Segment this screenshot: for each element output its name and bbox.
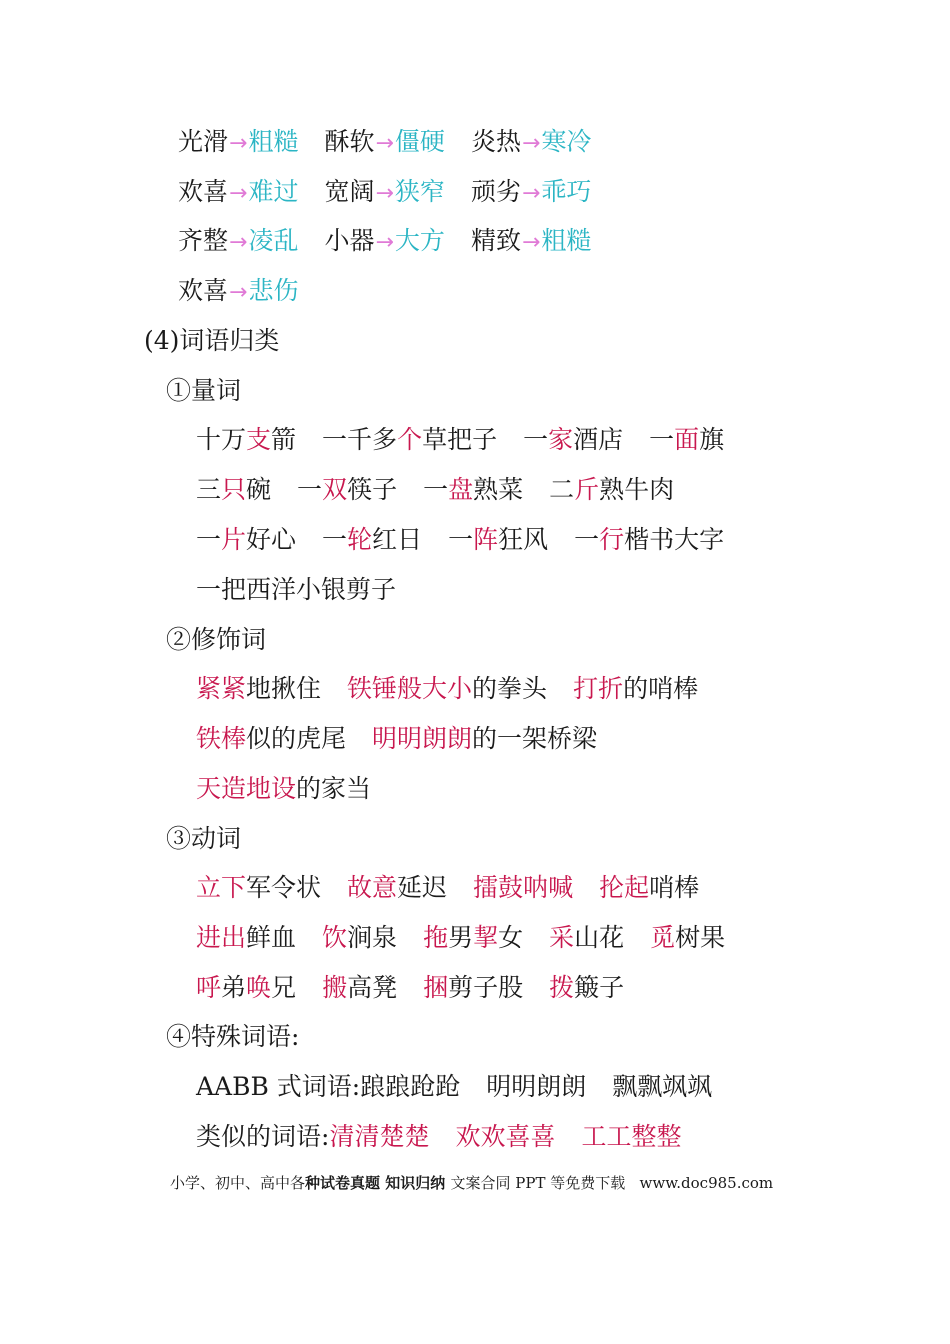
antonym-pair bbox=[471, 176, 591, 210]
verb-object: 女 bbox=[498, 923, 524, 952]
verb-word: 搬 bbox=[322, 973, 348, 1002]
verb-item bbox=[347, 872, 447, 904]
similar-label: 类似的词语: bbox=[196, 1122, 330, 1151]
measure-row-1 bbox=[196, 424, 750, 456]
measure-prefix: 一 bbox=[448, 525, 474, 554]
measure-prefix: 二 bbox=[549, 475, 575, 504]
aabb-word: 飘飘飒飒 bbox=[612, 1072, 713, 1101]
verb-row-2 bbox=[196, 922, 751, 954]
measure-item bbox=[322, 524, 422, 556]
verb-word: 擂鼓呐喊 bbox=[473, 873, 574, 902]
verb-object: 剪子股 bbox=[448, 973, 524, 1002]
aabb-label: AABB 式词语: bbox=[196, 1072, 361, 1101]
modifier-word: 紧紧 bbox=[196, 674, 247, 703]
modifier-word: 铁锤般大小 bbox=[347, 674, 473, 703]
antonym-row-2 bbox=[178, 176, 617, 210]
antonym-answer: 狭窄 bbox=[394, 177, 445, 206]
measure-item bbox=[196, 424, 296, 456]
verb-word: 捆 bbox=[423, 973, 449, 1002]
verb-object: 兄 bbox=[271, 973, 297, 1002]
verb-word: 唤 bbox=[246, 973, 272, 1002]
verb-object: 簸子 bbox=[574, 973, 625, 1002]
verb-word: 饮 bbox=[322, 923, 348, 952]
antonym-pair bbox=[471, 126, 591, 160]
measure-prefix: 一 bbox=[297, 475, 323, 504]
measure-noun: 熟牛肉 bbox=[599, 475, 675, 504]
measure-item bbox=[297, 474, 397, 506]
measure-prefix: 一 bbox=[423, 475, 449, 504]
measure-noun: 筷子 bbox=[347, 475, 398, 504]
verb-word: 觅 bbox=[650, 923, 676, 952]
antonym-pair bbox=[178, 275, 298, 309]
antonym-answer: 大方 bbox=[394, 226, 445, 255]
measure-word: 斤 bbox=[574, 475, 600, 504]
measure-noun: 好心 bbox=[246, 525, 297, 554]
measure-noun: 红日 bbox=[372, 525, 423, 554]
aabb-word: 踉踉跄跄 bbox=[360, 1072, 461, 1101]
measure-item bbox=[196, 474, 271, 506]
measure-prefix: 一 bbox=[322, 525, 348, 554]
measure-item bbox=[649, 424, 724, 456]
arrow-icon: → bbox=[229, 131, 248, 156]
verb-object: 树果 bbox=[675, 923, 726, 952]
modifier-item bbox=[573, 673, 698, 705]
measure-word: 阵 bbox=[473, 525, 499, 554]
antonym-row-1 bbox=[178, 126, 617, 160]
antonym-pair bbox=[178, 126, 298, 160]
antonym-answer: 悲伤 bbox=[248, 276, 299, 305]
arrow-icon: → bbox=[521, 230, 541, 255]
verb-object: 涧泉 bbox=[347, 923, 398, 952]
antonym-pair bbox=[324, 126, 444, 160]
measure-word: 面 bbox=[674, 425, 700, 454]
verb-object: 军令状 bbox=[246, 873, 322, 902]
measure-word: 双 bbox=[322, 475, 348, 504]
verb-word: 故意 bbox=[347, 873, 398, 902]
antonym-row-4 bbox=[178, 275, 324, 309]
verb-object: 山花 bbox=[574, 923, 625, 952]
measure-word: 家 bbox=[548, 425, 574, 454]
similar-word: 清清楚楚 bbox=[329, 1122, 430, 1151]
measure-word: 个 bbox=[397, 425, 423, 454]
antonym-answer: 粗糙 bbox=[248, 127, 299, 156]
antonym-pair bbox=[178, 225, 298, 259]
modifier-rest: 的拳头 bbox=[472, 674, 548, 703]
modifier-item bbox=[372, 723, 597, 755]
measure-prefix: 一 bbox=[196, 525, 222, 554]
measure-item bbox=[423, 474, 523, 506]
verb-item bbox=[196, 872, 321, 904]
measure-noun: 草把子 bbox=[422, 425, 498, 454]
measure-noun: 酒店 bbox=[573, 425, 624, 454]
verb-object: 弟 bbox=[221, 973, 247, 1002]
measure-item bbox=[549, 474, 674, 506]
antonym-pair bbox=[178, 176, 298, 210]
modifier-item bbox=[196, 723, 346, 755]
verb-object: 男 bbox=[448, 923, 474, 952]
antonym-word: 顽劣 bbox=[470, 177, 521, 206]
measure-heading: ①量词 bbox=[166, 376, 242, 405]
measure-noun: 碗 bbox=[246, 475, 272, 504]
measure-noun: 旗 bbox=[699, 425, 725, 454]
verb-item bbox=[549, 972, 624, 1004]
modifier-word: 打折 bbox=[573, 674, 624, 703]
aabb-word: 明明朗朗 bbox=[486, 1072, 587, 1101]
arrow-icon: → bbox=[375, 131, 394, 156]
measure-noun: 楷书大字 bbox=[624, 525, 725, 554]
antonym-word: 酥软 bbox=[324, 127, 375, 156]
aabb-row bbox=[196, 1071, 738, 1103]
modifier-rest: 的家当 bbox=[296, 774, 372, 803]
modifier-item bbox=[347, 673, 547, 705]
measure-prefix: 一千多 bbox=[322, 425, 398, 454]
verb-word: 拨 bbox=[549, 973, 575, 1002]
antonym-word: 小器 bbox=[324, 226, 375, 255]
measure-item bbox=[574, 524, 724, 556]
measure-item bbox=[523, 424, 623, 456]
arrow-icon: → bbox=[229, 181, 248, 206]
modifier-word: 明明朗朗 bbox=[372, 724, 473, 753]
measure-word: 片 bbox=[221, 525, 247, 554]
measure-row-4 bbox=[196, 574, 422, 606]
measure-word: 只 bbox=[221, 475, 247, 504]
antonym-pair bbox=[471, 225, 591, 259]
modifier-rest: 的哨棒 bbox=[623, 674, 699, 703]
footer-text-b: 种试卷真题 bbox=[305, 1174, 381, 1192]
modifier-row-2 bbox=[196, 723, 623, 755]
antonym-word: 宽阔 bbox=[324, 177, 375, 206]
arrow-icon: → bbox=[229, 280, 248, 305]
measure-item bbox=[196, 574, 396, 606]
antonym-word: 齐整 bbox=[178, 226, 229, 255]
antonym-word: 欢喜 bbox=[178, 276, 229, 305]
modifier-row-1 bbox=[196, 673, 724, 705]
section-title: (4)词语归类 bbox=[144, 326, 280, 355]
verb-word: 立下 bbox=[196, 873, 247, 902]
measure-item bbox=[196, 524, 296, 556]
verb-item bbox=[599, 872, 699, 904]
verb-object: 哨棒 bbox=[649, 873, 700, 902]
antonym-answer: 难过 bbox=[248, 177, 299, 206]
antonym-word: 精致 bbox=[470, 226, 521, 255]
footer-text-c: 知识归纳 bbox=[380, 1174, 451, 1192]
modifier-rest: 地揪住 bbox=[246, 674, 322, 703]
verb-item bbox=[322, 922, 397, 954]
arrow-icon: → bbox=[521, 131, 541, 156]
arrow-icon: → bbox=[375, 230, 394, 255]
antonym-pair bbox=[324, 176, 444, 210]
measure-row-3 bbox=[196, 524, 750, 556]
similar-word: 欢欢喜喜 bbox=[455, 1122, 556, 1151]
verb-heading: ③动词 bbox=[166, 824, 242, 853]
modifier-rest: 似的虎尾 bbox=[246, 724, 347, 753]
antonym-word: 欢喜 bbox=[178, 177, 229, 206]
footer bbox=[170, 1172, 773, 1194]
modifier-word: 天造地设 bbox=[196, 774, 297, 803]
measure-word: 支 bbox=[246, 425, 272, 454]
measure-word: 轮 bbox=[347, 525, 373, 554]
footer-text-a: 小学、初中、高中各 bbox=[170, 1174, 306, 1192]
antonym-pair bbox=[324, 225, 444, 259]
verb-word: 挈 bbox=[473, 923, 499, 952]
antonym-answer: 寒冷 bbox=[541, 127, 592, 156]
measure-item bbox=[448, 524, 548, 556]
special-heading: ④特殊词语: bbox=[166, 1022, 300, 1051]
verb-row-1 bbox=[196, 872, 725, 904]
verb-item bbox=[650, 922, 725, 954]
verb-item bbox=[473, 872, 573, 904]
verb-item bbox=[423, 922, 523, 954]
verb-word: 抡起 bbox=[599, 873, 650, 902]
verb-object: 高凳 bbox=[347, 973, 398, 1002]
measure-noun: 熟菜 bbox=[473, 475, 524, 504]
antonym-answer: 乖巧 bbox=[541, 177, 592, 206]
antonym-answer: 粗糙 bbox=[541, 226, 592, 255]
arrow-icon: → bbox=[375, 181, 394, 206]
verb-item bbox=[322, 972, 397, 1004]
measure-row-2 bbox=[196, 474, 700, 506]
verb-word: 拖 bbox=[423, 923, 449, 952]
measure-prefix: 一 bbox=[649, 425, 675, 454]
verb-item bbox=[549, 922, 624, 954]
verb-item bbox=[196, 972, 296, 1004]
modifier-word: 铁棒 bbox=[196, 724, 247, 753]
antonym-answer: 僵硬 bbox=[394, 127, 445, 156]
measure-prefix: 十万 bbox=[196, 425, 247, 454]
verb-word: 采 bbox=[549, 923, 575, 952]
verb-object: 延迟 bbox=[397, 873, 448, 902]
antonym-row-3 bbox=[178, 225, 617, 259]
measure-noun: 狂风 bbox=[498, 525, 549, 554]
similar-row bbox=[196, 1121, 707, 1153]
measure-prefix: 三 bbox=[196, 475, 222, 504]
footer-url: www.doc985.com bbox=[639, 1174, 774, 1192]
antonym-word: 光滑 bbox=[178, 127, 229, 156]
verb-item bbox=[423, 972, 523, 1004]
verb-object: 鲜血 bbox=[246, 923, 297, 952]
measure-word: 行 bbox=[599, 525, 625, 554]
footer-text-d: 文案合同 PPT 等免费下载 bbox=[450, 1174, 626, 1192]
verb-word: 进出 bbox=[196, 923, 247, 952]
antonym-word: 炎热 bbox=[470, 127, 521, 156]
measure-prefix: 一 bbox=[523, 425, 549, 454]
measure-word: 盘 bbox=[448, 475, 474, 504]
similar-word: 工工整整 bbox=[581, 1122, 682, 1151]
modifier-item bbox=[196, 673, 321, 705]
measure-noun: 箭 bbox=[271, 425, 297, 454]
measure-prefix: 一把西洋小银剪子 bbox=[196, 575, 397, 604]
verb-row-3 bbox=[196, 972, 650, 1004]
modifier-rest: 的一架桥梁 bbox=[472, 724, 598, 753]
measure-item bbox=[322, 424, 497, 456]
modifier-heading: ②修饰词 bbox=[166, 625, 267, 654]
verb-item bbox=[196, 922, 296, 954]
arrow-icon: → bbox=[229, 230, 248, 255]
verb-word: 呼 bbox=[196, 973, 222, 1002]
modifier-item bbox=[196, 773, 371, 805]
antonym-answer: 凌乱 bbox=[248, 226, 299, 255]
arrow-icon: → bbox=[521, 181, 541, 206]
modifier-row-3 bbox=[196, 773, 397, 805]
measure-prefix: 一 bbox=[574, 525, 600, 554]
